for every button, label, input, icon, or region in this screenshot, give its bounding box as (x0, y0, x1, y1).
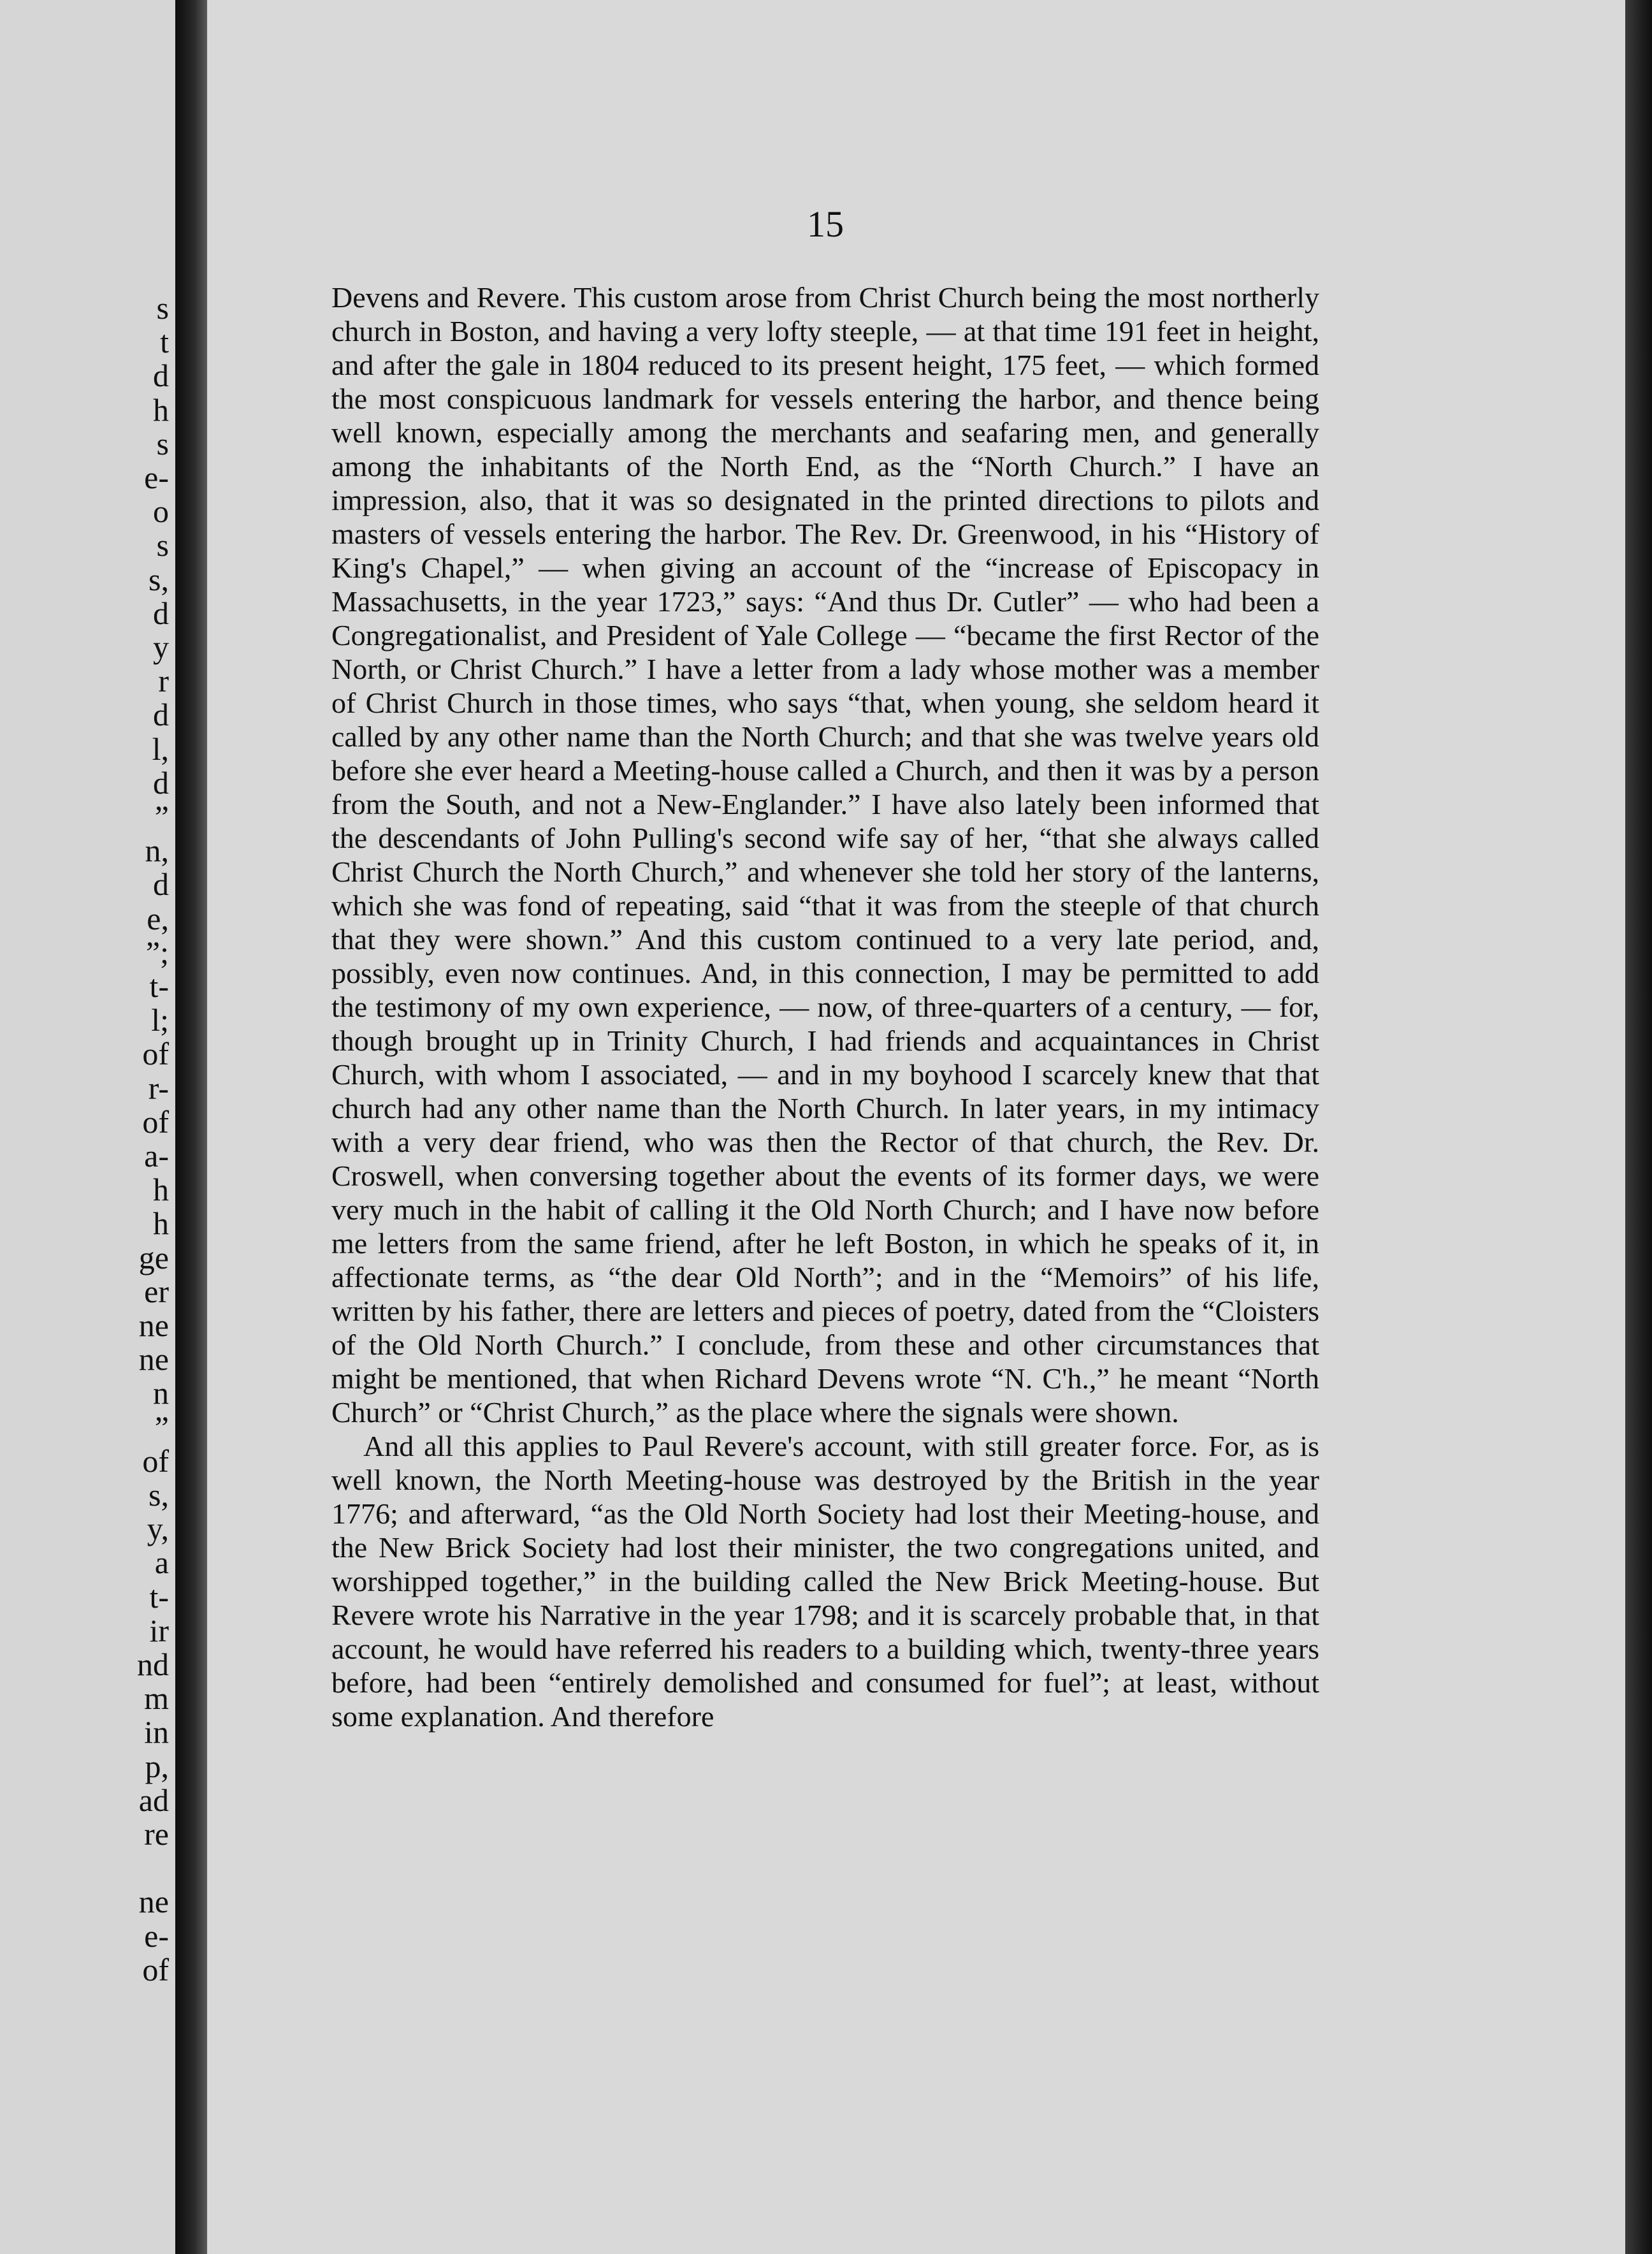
page-number: 15 (807, 203, 844, 245)
left-page-fragment: ”; (145, 934, 169, 970)
left-page-fragment: d (153, 358, 169, 394)
left-page-fragment: ad (138, 1782, 169, 1818)
left-page-fragment: h (153, 1172, 169, 1208)
left-page-fragment: ” (154, 799, 169, 834)
left-page-fragment: h (153, 1205, 169, 1242)
left-page-fragment: ne (138, 1341, 169, 1378)
left-page-fragment: ge (138, 1239, 169, 1276)
left-page-fragment: s (156, 290, 169, 326)
left-page-fragment: ne (138, 1307, 169, 1343)
left-page-fragment: s, (149, 561, 169, 597)
left-page-fragment: o (153, 493, 169, 530)
left-page-fragment: nd (137, 1647, 169, 1682)
left-page-fragment: p, (145, 1748, 169, 1784)
book-gutter (175, 0, 207, 2254)
left-page-fragment: t- (149, 968, 169, 1004)
left-page-fragment: a (154, 1545, 169, 1581)
left-page-fragment: re (144, 1816, 169, 1852)
left-page-fragment: in (144, 1714, 169, 1750)
left-page-fragment: of (142, 1036, 169, 1072)
left-page-fragment: s (156, 527, 169, 564)
left-page-sliver (0, 0, 175, 2254)
left-page-fragment: e, (147, 900, 169, 936)
left-page-fragment: h (153, 391, 169, 428)
left-page-fragment: d (153, 697, 169, 733)
left-page-fragment: of (142, 1951, 169, 1988)
left-page-fragment: d (153, 866, 169, 903)
left-page-fragment: y, (147, 1511, 169, 1547)
left-page-fragment: l, (152, 731, 169, 767)
left-page-fragment: r- (148, 1070, 169, 1106)
left-page-fragment: y (153, 629, 169, 665)
left-page-fragment: n, (145, 833, 169, 869)
left-page-fragment: e- (144, 460, 169, 495)
page-edge-shadow (1625, 0, 1652, 2254)
left-page-fragment: ” (154, 1409, 169, 1445)
left-page-fragment: er (144, 1273, 169, 1309)
left-page-fragment: ir (149, 1612, 169, 1648)
left-page-fragment: t (160, 324, 169, 360)
body-text (331, 280, 1319, 1733)
left-page-fragment: d (153, 595, 169, 631)
paragraph-1: Devens and Revere. This custom arose from Christ Church being the most northerly church in Boston, and having a very lofty steeple, — at that time 191 feet in height, and after the gale in 1804 reduced to its present height, 175 feet, — which formed the most conspicuous landmark for vessels entering the harbor, and thence being well known, especially among the merchants and seafaring men, and generally among the inhabitants of the North End, as the “North Church.” I have an impression, also, that it was so designated in the printed directions to pilots and masters of vessels entering the harbor. The Rev. Dr. Greenwood, in his “History of King's Chapel,” — when giving an account of the “increase of Episcopacy in Massachusetts, in the year 1723,” says: “And thus Dr. Cutler” — who had been a Congregationalist, and President of Yale College — “became the first Rector of the North, or Christ Church.” I have a letter from a lady whose mother was a member of Christ Church in those times, who says “that, when young, she seldom heard it called by any other name than the North Church; and that she was twelve years old before she ever heard a Meeting-house called a Church, and then it was by a person from the South, and not a New-Englander.” I have also lately been informed that the descendants of John Pulling's second wife say of her, “that she always called Christ Church the North Church,” and whenever she told her story of the lanterns, which she was fond of repeating, said “that it was from the steeple of that church that they were shown.” And this custom continued to a very late period, and, possibly, even now continues. And, in this connection, I may be permitted to add the testimony of my own experience, — now, of three-quarters of a century, — for, though brought up in Trinity Church, I had friends and acquaintances in Christ Church, with whom I associated, — and in my boyhood I scarcely knew that that church had any other name than the North Church. In later years, in my intimacy with a very dear friend, who was then the Rector of that church, the Rev. Dr. Croswell, when conversing together about the events of its former days, we were very much in the habit of calling it the Old North Church; and I have now before me letters from the same friend, after he left Boston, in which he speaks of it, in affectionate terms, as “the dear Old North”; and in the “Memoirs” of his life, written by his father, there are letters and pieces of poetry, dated from the “Cloisters of the Old North Church.” I conclude, from these and other circumstances that might be mentioned, that when Richard Devens wrote “N. C'h.,” he meant “North Church” or “Christ Church,” as the place where the signals were shown. (331, 281, 1319, 1429)
left-page-fragment: of (142, 1443, 169, 1479)
left-page-fragment: d (153, 764, 169, 801)
left-page-fragment: m (144, 1680, 169, 1717)
left-page-fragment: e- (144, 1917, 169, 1954)
left-page-fragment: t- (149, 1578, 169, 1615)
left-page-fragment: of (142, 1103, 169, 1140)
left-page-fragment: l; (151, 1002, 169, 1038)
paragraph-2: And all this applies to Paul Revere's account, with still greater force. For, as is well known, the North Meeting-house was destroyed by the British in the year 1776; and afterward, “as the Old North Society had lost their Meeting-house, and the New Brick Society had lost their minister, the two congregations united, and worshipped together,” in the building called the New Brick Meeting-house. But Revere wrote his Narrative in the year 1798; and it is scarcely probable that, in that account, he would have referred his readers to a building which, twenty-three years before, had been “entirely demolished and consumed for fuel”; at least, without some explanation. And therefore (331, 1430, 1319, 1733)
left-page-fragment: s, (149, 1477, 169, 1513)
left-page-fragment: a- (144, 1138, 169, 1174)
left-page-fragment: s (156, 425, 169, 462)
left-page-fragment: r (158, 663, 169, 699)
left-page-fragment: ne (138, 1884, 169, 1920)
left-page-fragment: n (153, 1375, 169, 1411)
